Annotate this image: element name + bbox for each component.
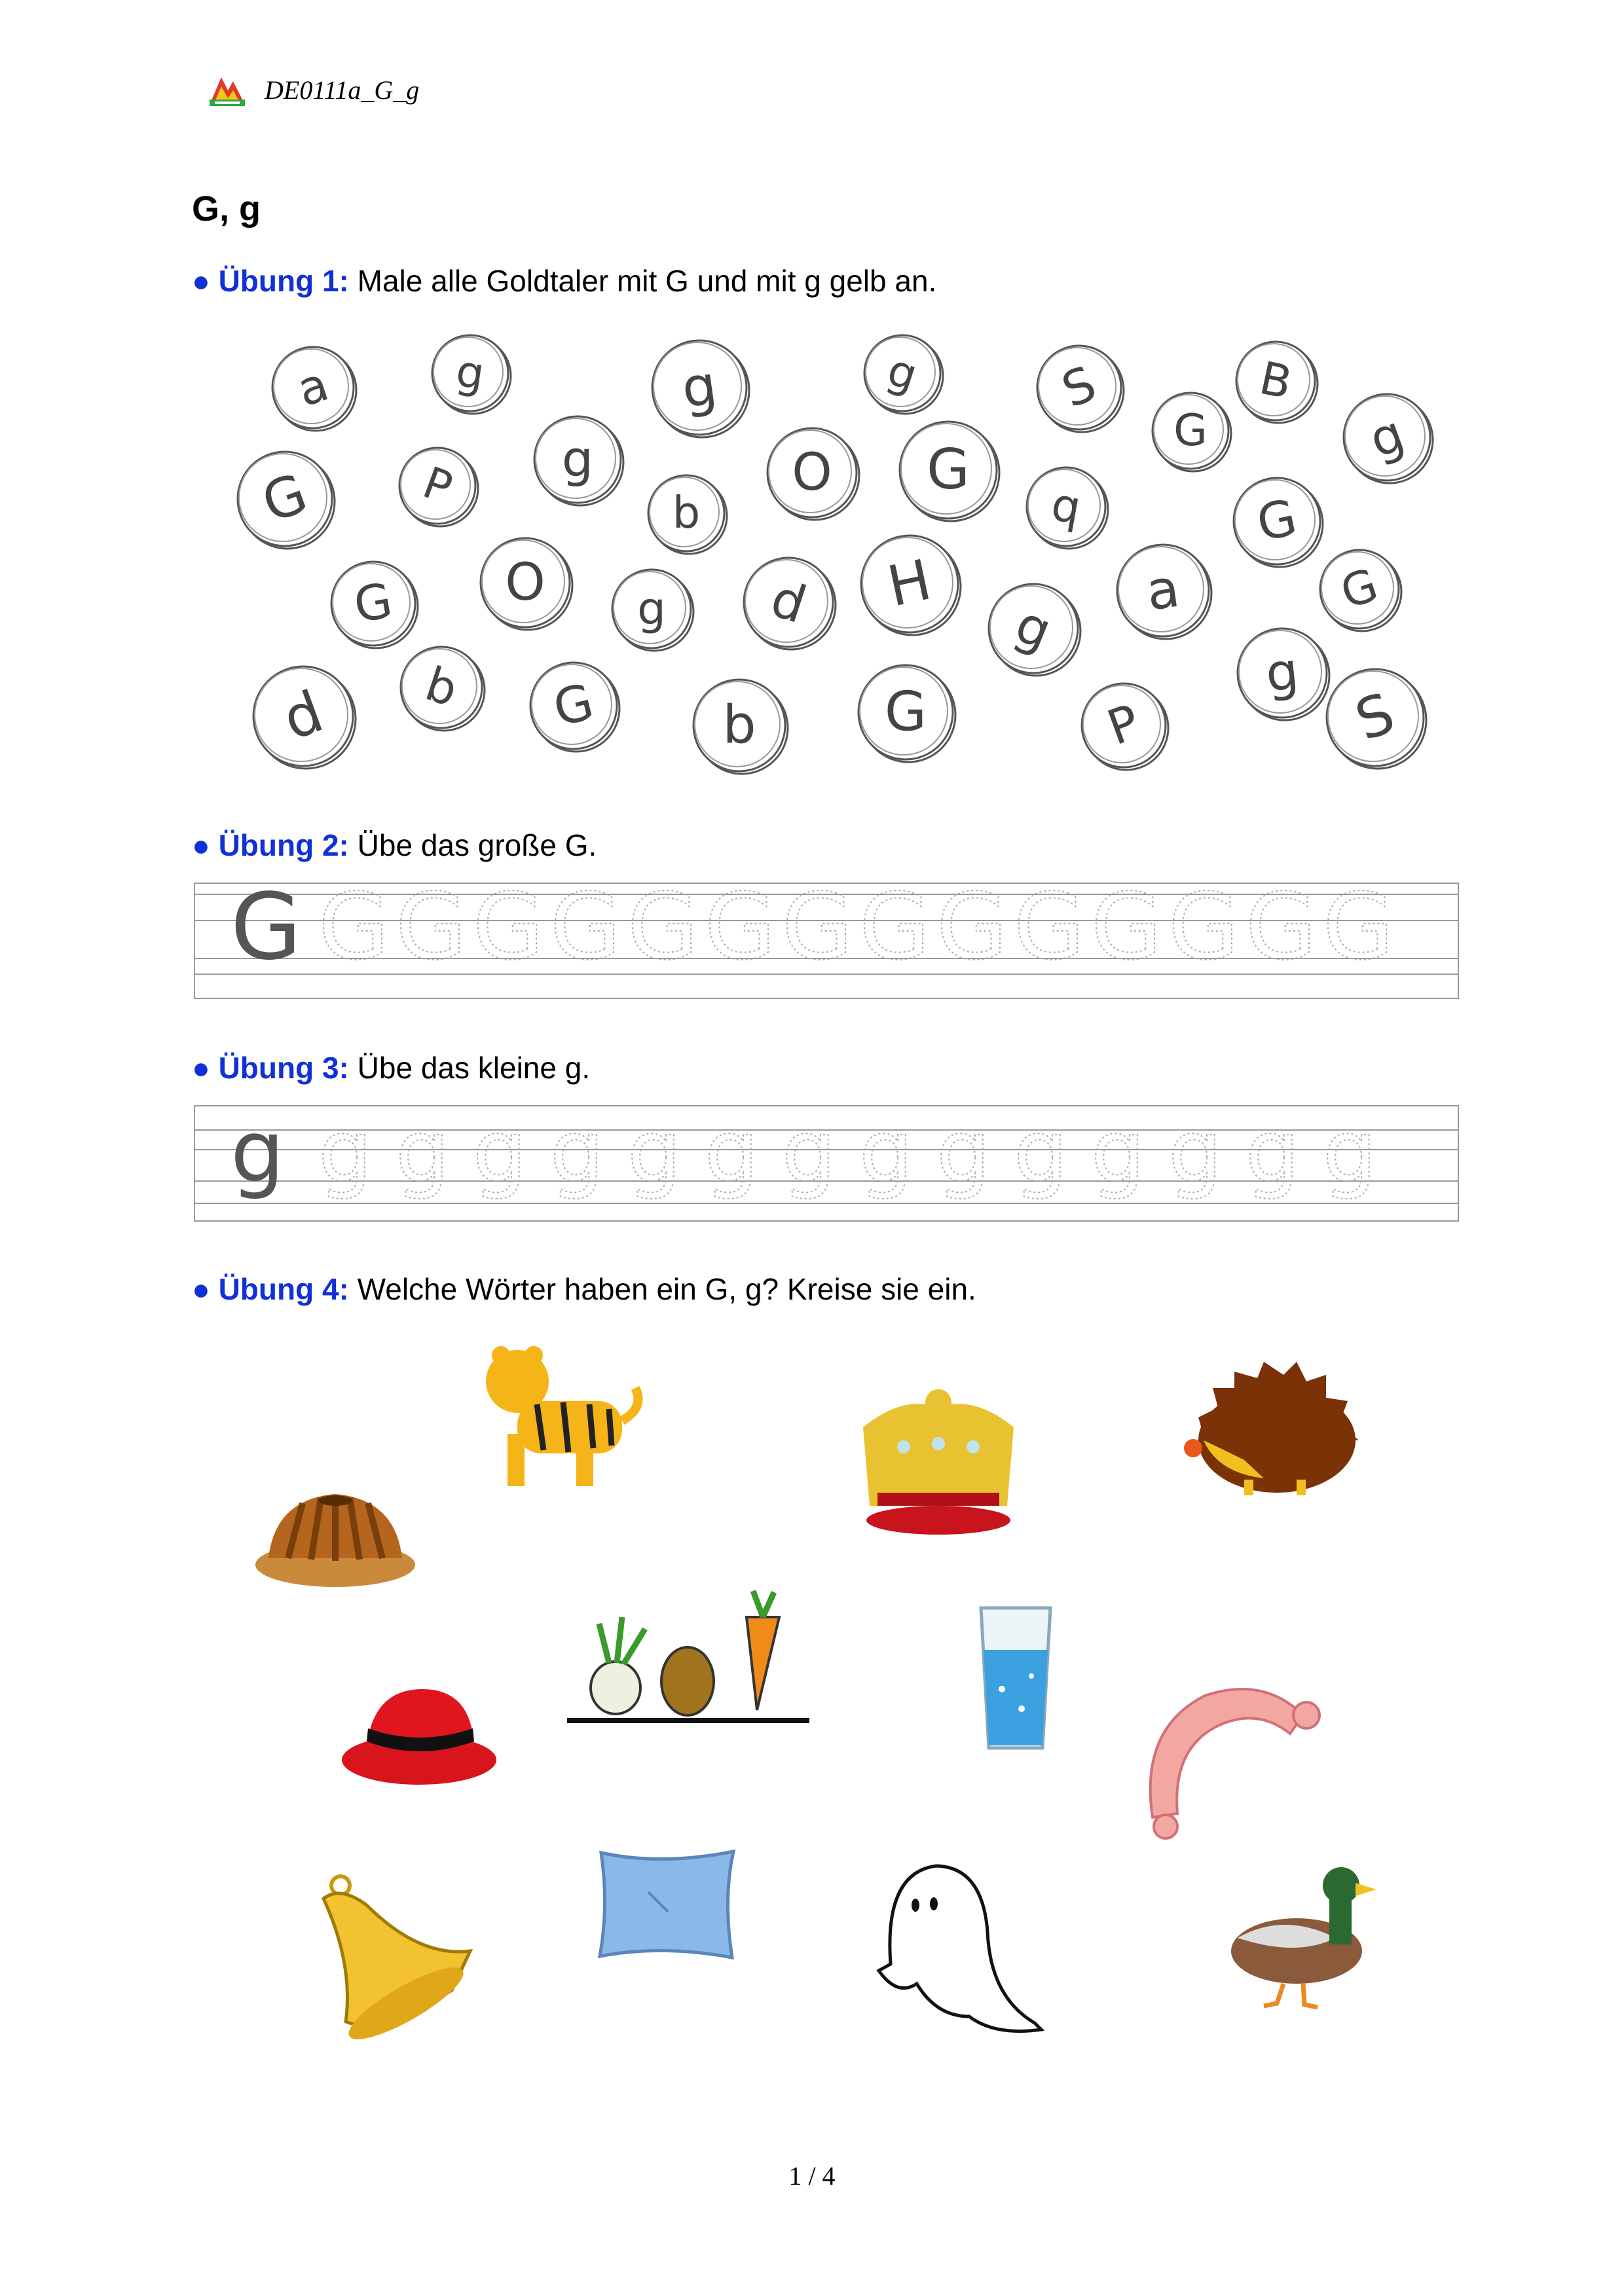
coin[interactable]: [1082, 683, 1168, 770]
coin[interactable]: [1117, 545, 1211, 639]
glass-picture: [981, 1608, 1050, 1748]
trace-letter: g: [1323, 1105, 1377, 1201]
coin-letter: S: [1347, 680, 1403, 754]
exercise-text: Welche Wörter haben ein G, g? Kreise sie ein.: [348, 1272, 976, 1306]
coin-letter: g: [1263, 641, 1302, 704]
coin[interactable]: [238, 452, 335, 549]
trace-letter: G: [1014, 883, 1085, 981]
coin[interactable]: [989, 584, 1080, 676]
coin[interactable]: [900, 422, 999, 521]
coin-letter: b: [672, 487, 701, 539]
coin-letter: g: [561, 430, 594, 488]
coin[interactable]: [693, 680, 788, 774]
coin[interactable]: [1327, 669, 1426, 769]
coin[interactable]: [1236, 342, 1318, 423]
tracing-lines-upper: [194, 883, 1459, 999]
trace-letter: g: [627, 1105, 682, 1201]
coin-letter: H: [882, 547, 937, 620]
model-letter: G: [231, 883, 302, 981]
page-title: G, g: [192, 189, 261, 228]
coin-letter: O: [505, 552, 545, 612]
coin[interactable]: [858, 665, 955, 762]
exercise-text: Übe das große G.: [348, 828, 597, 862]
coin[interactable]: [331, 562, 418, 648]
trace-letter: g: [782, 1105, 836, 1201]
trace-letter: g: [1014, 1105, 1068, 1201]
tracing-lines-lower: [194, 1105, 1459, 1222]
coin-field: [0, 0, 1624, 825]
coin-letter: G: [253, 461, 316, 536]
trace-letter: g: [859, 1105, 913, 1201]
coin[interactable]: [272, 347, 356, 431]
sausage-picture: [1151, 1689, 1320, 1838]
trace-letter: g: [473, 1105, 527, 1201]
trace-letter: G: [1091, 883, 1162, 981]
coin[interactable]: [253, 666, 356, 769]
trace-letter: g: [1091, 1105, 1145, 1201]
trace-letter: g: [396, 1105, 450, 1201]
trace-letter: G: [1168, 883, 1240, 981]
trace-letter: G: [705, 883, 776, 981]
coin[interactable]: [744, 558, 836, 649]
trace-letter: g: [1168, 1105, 1223, 1201]
trace-letter: G: [550, 883, 621, 981]
coin-letter: O: [792, 442, 832, 502]
coin-letter: g: [637, 582, 666, 635]
exercise-label: Übung 4:: [218, 1272, 349, 1306]
exercise-text: Male alle Goldtaler mit G und mit g gelb an.: [348, 264, 937, 298]
coin[interactable]: [1234, 478, 1323, 567]
coin-letter: P: [416, 456, 459, 514]
page-number: 1 / 4: [788, 2161, 836, 2191]
trace-letter: G: [473, 883, 544, 981]
coin-letter: S: [1054, 355, 1104, 419]
trace-letter: G: [1323, 883, 1394, 981]
coin[interactable]: [861, 536, 961, 635]
coin[interactable]: [767, 428, 859, 520]
coin-letter: G: [927, 437, 970, 503]
trace-letter: g: [318, 1105, 373, 1201]
trace-letter: G: [859, 883, 931, 981]
coin[interactable]: [612, 570, 693, 651]
exercise-text: Übe das kleine g.: [348, 1051, 591, 1085]
pillow-picture: [600, 1851, 733, 1958]
coin-letter: a: [291, 356, 335, 418]
coin-letter: G: [1251, 488, 1302, 553]
coin-letter: a: [1142, 556, 1183, 623]
coin[interactable]: [1238, 629, 1329, 720]
exercise-4-heading: [192, 1271, 976, 1307]
coin-letter: g: [1361, 404, 1412, 469]
coin[interactable]: [432, 335, 511, 414]
ghost-picture: [879, 1866, 1041, 2032]
coin[interactable]: [530, 663, 619, 752]
exercise-2-heading: [192, 828, 597, 863]
coin[interactable]: [652, 340, 749, 437]
coin[interactable]: [1344, 394, 1433, 483]
coin-letter: q: [1047, 478, 1085, 535]
trace-letter: G: [1246, 883, 1317, 981]
coin[interactable]: [1153, 393, 1231, 471]
exercise-label: Übung 2:: [218, 828, 349, 862]
exercise-3-heading: [192, 1050, 590, 1085]
coin[interactable]: [399, 448, 478, 526]
bullet: ●: [192, 1051, 210, 1085]
coin[interactable]: [1027, 467, 1108, 549]
trace-letter: g: [1246, 1105, 1300, 1201]
coin-letter: d: [274, 678, 332, 754]
bell-picture: [323, 1876, 471, 2051]
coin[interactable]: [648, 475, 727, 554]
trace-letter: g: [936, 1105, 991, 1201]
exercise-label: Übung 3:: [218, 1051, 349, 1085]
coin-letter: G: [547, 672, 599, 738]
coin-letter: g: [452, 345, 488, 400]
duck-picture: [1231, 1867, 1376, 2007]
trace-letter: G: [318, 883, 390, 981]
coin[interactable]: [864, 335, 943, 414]
coin-letter: b: [418, 656, 464, 718]
vegetables-picture: [567, 1591, 809, 1721]
coin-letter: G: [1173, 405, 1208, 456]
coin-letter: G: [1335, 558, 1384, 620]
bullet: ●: [192, 828, 210, 862]
coin[interactable]: [1320, 550, 1401, 631]
crown-picture: [863, 1389, 1014, 1535]
coin-letter: G: [884, 680, 927, 744]
coin-letter: g: [678, 353, 721, 421]
trace-letter: G: [396, 883, 467, 981]
picture-area: [0, 1309, 1624, 2095]
coin-letter: B: [1255, 352, 1297, 410]
hedgehog-picture: [1184, 1362, 1359, 1495]
tiger-picture: [486, 1346, 638, 1486]
coin[interactable]: [534, 416, 623, 505]
exercise-label: Übung 1:: [218, 264, 349, 298]
coin-letter: G: [350, 573, 397, 634]
trace-letter: g: [550, 1105, 604, 1201]
trace-letter: G: [627, 883, 699, 981]
document-id: DE0111a_G_g: [265, 75, 420, 105]
gugelhupf-picture: [255, 1494, 415, 1587]
coin-letter: P: [1100, 694, 1147, 757]
bullet: ●: [192, 1272, 210, 1306]
hat-picture: [342, 1689, 496, 1785]
model-letter: g: [231, 1105, 285, 1201]
coin-letter: d: [764, 568, 813, 636]
coin[interactable]: [401, 647, 485, 731]
bullet: ●: [192, 264, 210, 298]
coin[interactable]: [1037, 346, 1124, 432]
coin-letter: g: [1007, 594, 1060, 662]
coin[interactable]: [481, 538, 572, 630]
trace-letter: G: [936, 883, 1008, 981]
trace-letter: g: [705, 1105, 759, 1201]
coin-letter: b: [722, 693, 756, 756]
trace-letter: G: [782, 883, 853, 981]
coin-letter: g: [881, 344, 924, 401]
